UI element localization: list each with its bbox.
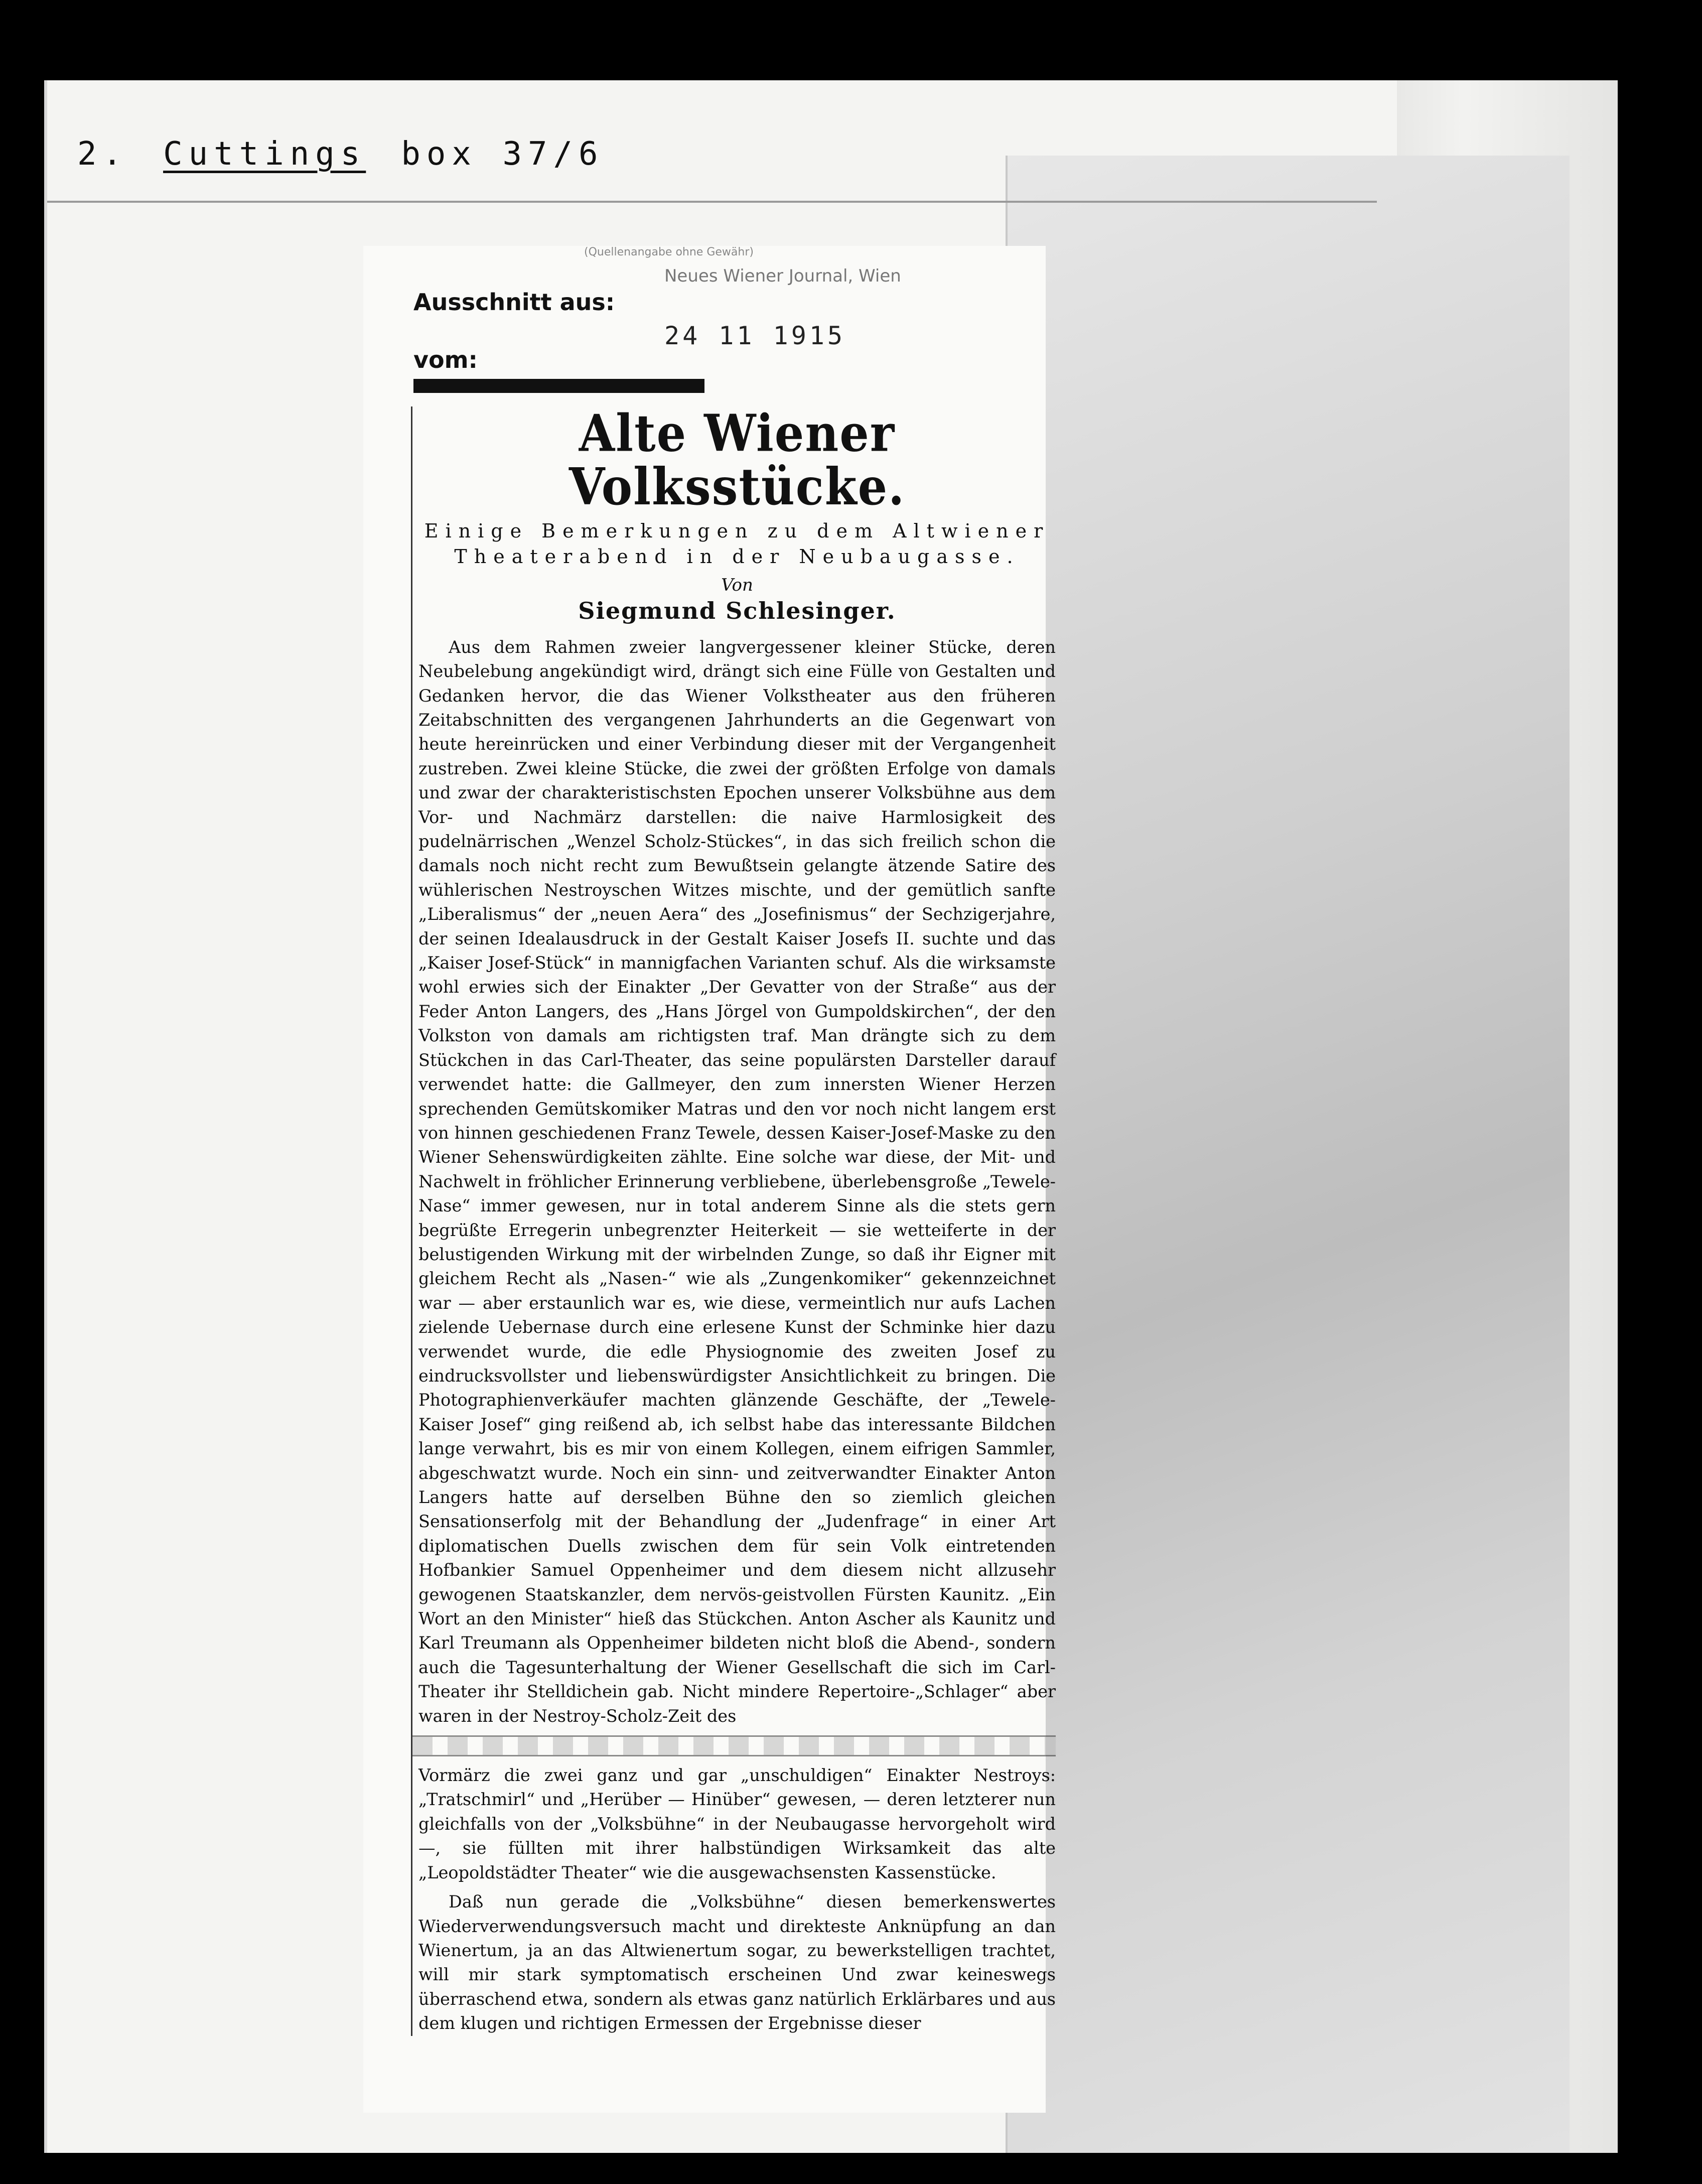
date-stamp: 24 11 1915 bbox=[664, 321, 846, 350]
byline-von: Von bbox=[721, 575, 753, 595]
archive-label bbox=[77, 135, 604, 173]
label-number: 2. bbox=[77, 135, 128, 173]
label-category: Cuttings bbox=[163, 135, 366, 173]
article-subheading: Einige Bemerkungen zu dem Altwiener Theaterabend in der Neubaugasse. bbox=[424, 520, 1050, 568]
mounting-sheet bbox=[44, 80, 1618, 2153]
article-author: Siegmund Schlesinger. bbox=[578, 597, 896, 624]
article-paragraph-1: Aus dem Rahmen zweier langvergessener kleiner Stücke, deren Neubelebung angekündigt wird, drängt sich eine Fülle von Gestalten und Gedanken hervor, die das Wiener Volkstheater aus den früheren Zeitabschnitten des vergangenen Jahrhunderts an die Gegenwart von heute hereinrücken und einer Verbindung dieser mit der Vergangenheit zustreben. Zwei kleine Stücke, die zwei der größten Erfolge von damals und zwar der charakteristischsten Epochen unserer Volksbühne aus dem Vor- und Nachmärz darstellen: die naive Harmlosigkeit des pudelnärrischen „Wenzel Scholz-Stückes“, in das sich freilich schon die damals noch nicht recht zum Bewußtsein gelangte ätzende Satire des wühlerischen Nestroyschen Witzes mischte, und der gemütlich sanfte „Liberalismus“ der „neuen Aera“ des „Josefinismus“ der Sechzigerjahre, der seinen Idealausdruck in der Gestalt Kaiser Josefs II. suchte und das „Kaiser Josef-Stück“ in mannigfachen Varianten schuf. Als die wirksamste wohl erwies sich der Einakter „Der Gevatter von der Straße“ aus der Feder Anton Langers, des „Hans Jörgel von Gumpoldskirchen“, der den Volkston von damals am richtigsten traf. Man drängte sich zu dem Stückchen in das Carl-Theater, das seine populärsten Darsteller darauf verwendet hatte: die Gallmeyer, den zum innersten Wiener Herzen sprechenden Gemütskomiker Matras und den vor noch nicht langem erst von hinnen geschiedenen Franz Tewele, dessen Kaiser-Josef-Maske zu den Wiener Sehenswürdigkeiten zählte. Eine solche war diese, der Mit- und Nachwelt in fröhlicher Erinnerung verbliebene, überlebensgroße „Tewele-Nase“ immer gewesen, nur in total anderem Sinne als die stets gern begrüßte Erregerin unbegrenzter Heiterkeit — sie wetteiferte in der belustigenden Wirkung mit der wirbelnden Zunge, so daß ihr Eigner mit gleichem Recht als „Nasen-“ wie als „Zungenkomiker“ gekennzeichnet war — aber erstaunlich war es, wie diese, vermeintlich nur aufs Lachen zielende Ueberna﻿se durch eine erlesene Kunst der Schminke hier dazu verwendet wurde, die edle Physiognomie des zweiten Josef zu eindrucksvollster und liebenswürdigster Ansichtlichkeit zu bringen. Die Photographienverkäufer machten glänzende Geschäfte, der „Tewele-Kaiser Josef“ ging reißend ab, ich selbst habe das interessante Bildchen lange verwahrt, bis es mir von einem Kollegen, einem eifrigen Sammler, abgeschwatzt wurde. Noch ein sinn- und zeitverwandter Einakter Anton Langers hatte auf derselben Bühne den so ziemlich gleichen Sensationserfolg mit der Behandlung der „Judenfrage“ in einer Art diplomatischen Duells zwischen dem für sein Volk eintretenden Hofbankier Samuel Oppenheimer und dem diesem nicht allzusehr gewogenen Staatskanzler, dem nervös-geistvollen Fürsten Kaunitz. „Ein Wort an den Minister“ hieß das Stückchen. Anton Ascher als Kaunitz und Karl Treumann als Oppenheimer bildeten nicht bloß die Abend-, sondern auch die Tagesunterhaltung der Wiener Gesellschaft die sich im Carl-Theater ihr Stelldichein gab. Nicht mindere Repertoire-„Schlager“ aber waren in der Nestroy-Scholz-Zeit des bbox=[418, 637, 1056, 1726]
label-box: box 37/6 bbox=[401, 135, 604, 173]
article-headline: Alte Wiener Volksstücke. bbox=[569, 403, 906, 516]
source-stamp: Neues Wiener Journal, Wien bbox=[664, 266, 901, 286]
label-vom: vom: bbox=[413, 346, 478, 373]
article-paragraph-3: Daß nun gerade die „Volksbühne“ diesen bemerkenswertes Wiederverwendungsversuch macht und direkteste Anknüpfung an dan Wienertum, ja an das Altwienertum sogar, zu bewerkstelligen trachtet, will mir stark symptomatisch erscheinen Und zwar keineswegs überraschend etwa, sondern als etwas ganz natürlich Erklärbares und aus dem klugen und richtigen Ermessen der Ergebnisse dieser bbox=[418, 1892, 1056, 2033]
newspaper-clipping bbox=[363, 246, 1056, 2113]
article-paragraph-2: Vormärz die zwei ganz und gar „unschuldigen“ Einakter Nestroys: „Tratschmirl“ und „Herüber — Hinüber“ gewesen, — deren letzterer nun gleichfalls von der „Volksbühne“ in der Neubaugasse hervorgeholt wird —, sie füllten mit ihrer halbstündigen Wirksamkeit das alte „Leopoldstädter Theater“ wie die ausgewachsensten Kassenstücke. bbox=[418, 1765, 1056, 1882]
header-bar bbox=[413, 379, 704, 393]
source-note: (Quellenangabe ohne Gewähr) bbox=[584, 246, 754, 258]
label-ausschnitt: Ausschnitt aus: bbox=[413, 289, 615, 316]
article bbox=[411, 403, 1056, 2036]
clipping-header bbox=[413, 246, 990, 412]
backing-card bbox=[1006, 156, 1570, 2153]
label-divider bbox=[47, 201, 1377, 203]
column-splice bbox=[412, 1735, 1056, 1756]
